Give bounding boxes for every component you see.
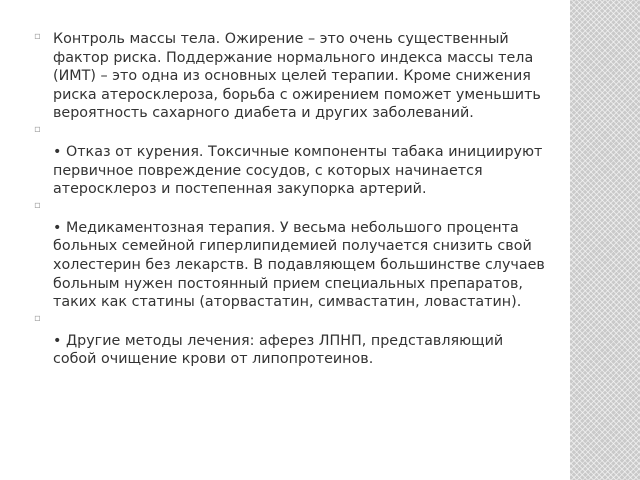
bullet-item-obesity xyxy=(34,30,549,123)
bullet-marker-icon: ▫ xyxy=(34,123,41,135)
paragraph-other-methods: • Другие методы лечения: аферез ЛПНП, представляющий собой очищение крови от липопротеинов. xyxy=(53,332,504,368)
slide-content xyxy=(34,30,549,369)
bullet-item-other-methods xyxy=(34,312,549,369)
empty-line xyxy=(53,199,549,219)
bullet-item-smoking xyxy=(34,123,549,199)
bullet-marker-icon: ▫ xyxy=(34,199,41,211)
empty-line xyxy=(53,312,549,332)
paragraph-smoking: • Отказ от курения. Токсичные компоненты табака инициируют первичное повреждение сосудов, с которых начинается атеросклероз и постепенная закупорка артерий. xyxy=(53,143,543,198)
bullet-item-medication xyxy=(34,199,549,312)
bullet-marker-icon: ▫ xyxy=(34,31,41,42)
paragraph-medication: • Медикаментозная терапия. У весьма небольшого процента больных семейной гиперлипидемией получается снизить свой холестерин без лекарств. В подавляющем большинстве случаев больным нужен постоянный прием специальных препаратов, таких как статины (аторвастатин, симвастатин, ловастатин). xyxy=(53,219,545,311)
decorative-side-panel xyxy=(570,0,640,480)
empty-line xyxy=(53,123,549,143)
paragraph-obesity: Контроль массы тела. Ожирение – это очень существенный фактор риска. Поддержание нормального индекса массы тела (ИМТ) – это одна из основных целей терапии. Кроме снижения риска атеросклероза, борьба с ожирением поможет уменьшить вероятность сахарного диабета и других заболеваний. xyxy=(53,31,541,122)
bullet-marker-icon: ▫ xyxy=(34,312,41,324)
